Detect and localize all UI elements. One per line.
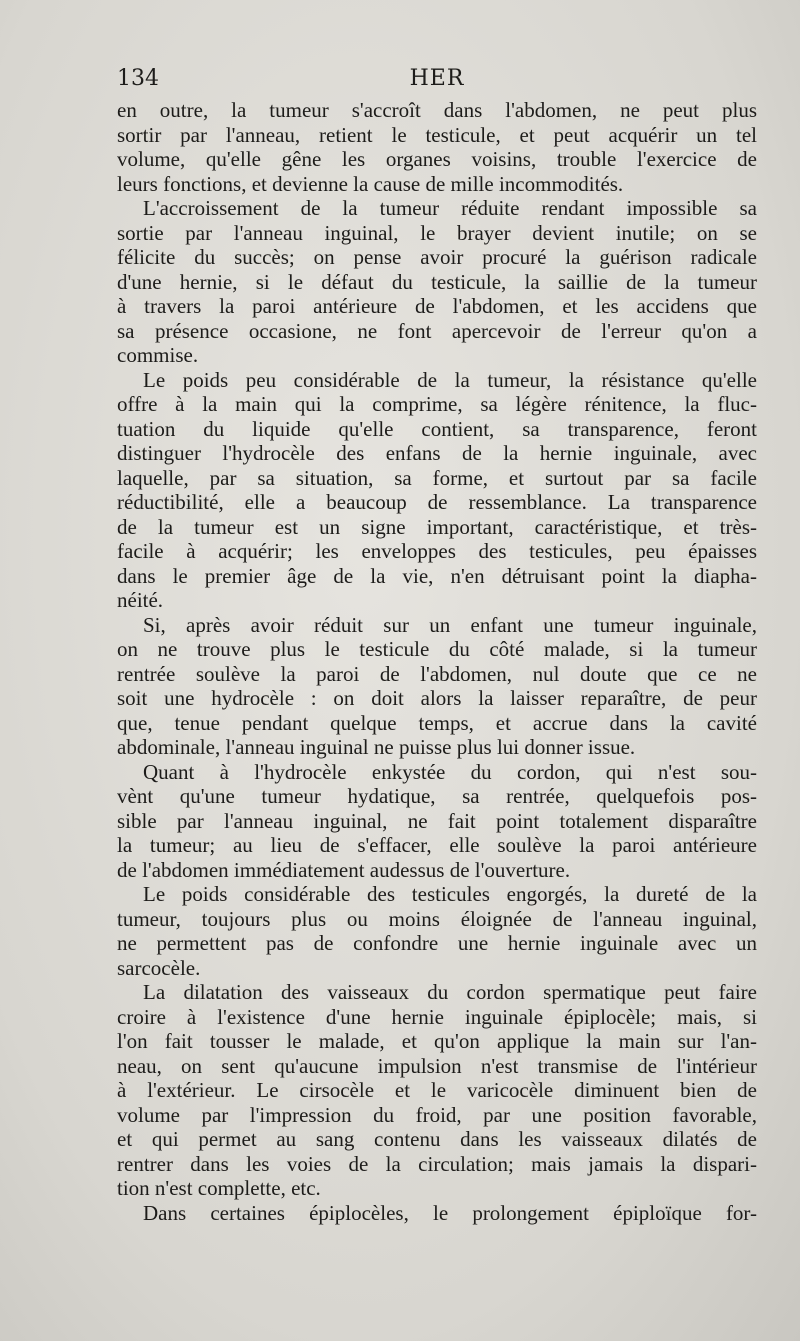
text-line: abdominale, l'anneau inguinal ne puisse plus lui donner issue. (117, 735, 636, 759)
text-line: La dilatation des vaisseaux du cordon spermatique peut faire (143, 980, 757, 1004)
text-line: sa présence occasione, ne font apercevoir de l'erreur qu'on a (117, 318, 757, 343)
paragraph (117, 196, 757, 368)
text-line: neau, on sent qu'aucune impulsion n'est transmise de l'intérieur (117, 1053, 757, 1078)
text-line: sortie par l'anneau inguinal, le brayer devient inutile; on se (117, 220, 757, 245)
text-line: tion n'est complette, etc. (117, 1176, 321, 1200)
text-line: leurs fonctions, et devienne la cause de mille incommodités. (117, 171, 624, 196)
page-number: 134 (117, 66, 159, 91)
text-line: Si, après avoir réduit sur un enfant une tumeur inguinale, (143, 612, 757, 637)
text-line: rentrée soulève la paroi de l'abdomen, nul doute que ce ne (117, 661, 757, 686)
text-line: d'une hernie, si le défaut du testicule, la saillie de la tumeur (117, 269, 757, 294)
text-line: facile à acquérir; les enveloppes des testicules, peu épaisses (117, 539, 757, 563)
text-line: Le poids considérable des testicules engorgés, la dureté de la (143, 882, 757, 906)
text-line: commise. (117, 343, 199, 367)
text-line: L'accroissement de la tumeur réduite rendant impossible sa (143, 196, 757, 220)
paragraph (117, 882, 757, 980)
text-line: croire à l'existence d'une hernie inguinale épiplocèle; mais, si (117, 1004, 757, 1029)
text-line: à travers la paroi antérieure de l'abdomen, et les accidens que (117, 294, 757, 318)
text-line: la tumeur; au lieu de s'effacer, elle soulève la paroi antérieure (117, 833, 757, 857)
text-line: félicite du succès; on pense avoir procuré la guérison radicale (117, 245, 757, 269)
text-line: réductibilité, elle a beaucoup de ressemblance. La transparence (117, 490, 757, 514)
text-line: Le poids peu considérable de la tumeur, la résistance qu'elle (143, 367, 757, 392)
paragraph (117, 98, 757, 196)
text-line: à l'extérieur. Le cirsocèle et le varicocèle diminuent bien de (117, 1078, 757, 1102)
text-line: sarcocèle. (117, 955, 201, 980)
paragraph (117, 980, 757, 1201)
running-head: HER (409, 66, 465, 91)
text-line: dans le premier âge de la vie, n'en détruisant point la diapha- (117, 563, 757, 588)
text-line: en outre, la tumeur s'accroît dans l'abdomen, ne peut plus (117, 98, 757, 122)
text-line: Quant à l'hydrocèle enkystée du cordon, qui n'est sou- (143, 759, 757, 784)
text-line: offre à la main qui la comprime, sa légère rénitence, la fluc- (117, 392, 757, 416)
paragraph (117, 760, 757, 883)
text-line: que, tenue pendant quelque temps, et accrue dans la cavité (117, 710, 757, 735)
text-line: soit une hydrocèle : on doit alors la laisser reparaître, de peur (117, 686, 757, 710)
text-line: ne permettent pas de confondre une hernie inguinale avec un (117, 931, 757, 955)
text-line: laquelle, par sa situation, sa forme, et surtout par sa facile (117, 465, 757, 490)
text-line: on ne trouve plus le testicule du côté malade, si la tumeur (117, 637, 757, 661)
text-line: sortir par l'anneau, retient le testicule, et peut acquérir un tel (117, 122, 757, 147)
text-line: vènt qu'une tumeur hydatique, sa rentrée, quelquefois pos- (117, 784, 757, 808)
page-header (117, 66, 757, 96)
text-line: de l'abdomen immédiatement audessus de l'ouverture. (117, 857, 571, 882)
text-line: Dans certaines épiplocèles, le prolongement épiploïque for- (143, 1200, 757, 1225)
text-line: sible par l'anneau inguinal, ne fait point totalement disparaître (117, 808, 757, 833)
paragraph (117, 1201, 757, 1226)
text-line: volume par l'impression du froid, par une position favorable, (117, 1102, 757, 1127)
paragraph (117, 613, 757, 760)
text-line: et qui permet au sang contenu dans les vaisseaux dilatés de (117, 1127, 757, 1151)
text-line: rentrer dans les voies de la circulation; mais jamais la dispari- (117, 1151, 757, 1176)
body-text (117, 98, 757, 1225)
text-line: distinguer l'hydrocèle des enfans de la hernie inguinale, avec (117, 441, 757, 465)
text-line: de la tumeur est un signe important, caractéristique, et très- (117, 514, 757, 539)
text-line: tumeur, toujours plus ou moins éloignée de l'anneau inguinal, (117, 906, 757, 931)
text-line: l'on fait tousser le malade, et qu'on applique la main sur l'an- (117, 1029, 757, 1053)
paragraph (117, 368, 757, 613)
text-line: tuation du liquide qu'elle contient, sa transparence, feront (117, 416, 757, 441)
text-line: volume, qu'elle gêne les organes voisins, trouble l'exercice de (117, 147, 757, 171)
text-line: néité. (117, 588, 164, 612)
